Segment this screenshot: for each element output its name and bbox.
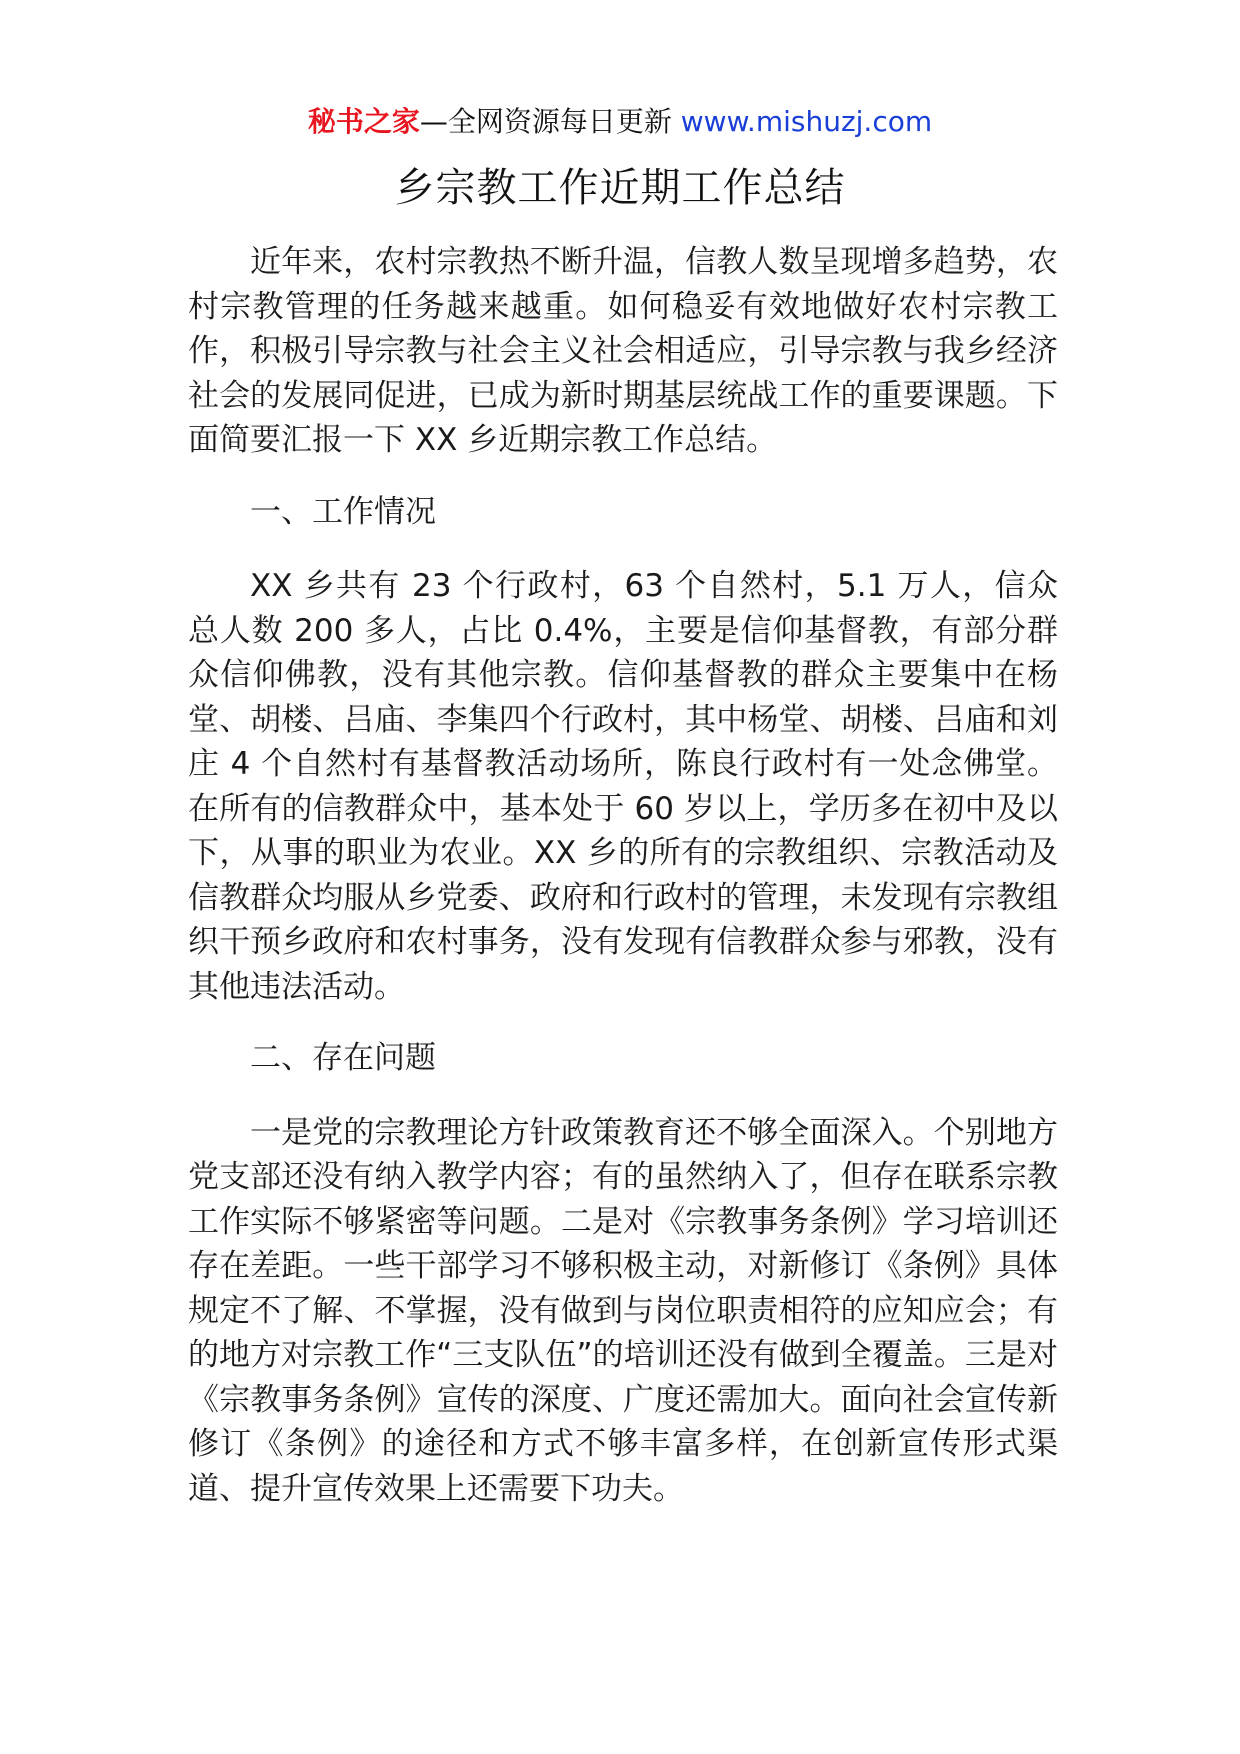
site-url-link[interactable]: www.mishuzj.com bbox=[680, 105, 933, 138]
work-status-paragraph: XX 乡共有 23 个行政村，63 个自然村，5.1 万人，信众总人数 200 多人，占比 0.4%，主要是信仰基督教，有部分群众信仰佛教，没有其他宗教。信仰基督教的群众主要集中在杨堂、胡楼、吕庙、李集四个行政村，其中杨堂、胡楼、吕庙和刘庄 4 个自然村有基督教活动场所，陈良行政村有一处念佛堂。在所有的信教群众中，基本处于 60 岁以上，学历多在初中及以下，从事的职业为农业。XX 乡的所有的宗教组织、宗教活动及信教群众均服从乡党委、政府和行政村的管理，未发现有宗教组织干预乡政府和农村事务，没有发现有信教群众参与邪教，没有其他违法活动。 bbox=[188, 568, 1058, 1005]
site-brand: 秘书之家 bbox=[307, 105, 420, 138]
intro-paragraph: 近年来，农村宗教热不断升温，信教人数呈现增多趋势，农村宗教管理的任务越来越重。如何稳妥有效地做好农村宗教工作，积极引导宗教与社会主义社会相适应，引导宗教与我乡经济社会的发展同促进，已成为新时期基层统战工作的重要课题。下面简要汇报一下 XX 乡近期宗教工作总结。 bbox=[188, 244, 1058, 458]
site-tagline: —全网资源每日更新 bbox=[419, 105, 681, 138]
section-heading-work-status: 一、工作情况 bbox=[250, 493, 436, 530]
document-title: 乡宗教工作近期工作总结 bbox=[394, 165, 846, 211]
section-heading-problems: 二、存在问题 bbox=[250, 1040, 436, 1076]
document-body bbox=[188, 240, 1058, 1538]
site-header bbox=[0, 102, 1240, 142]
problems-paragraph: 一是党的宗教理论方针政策教育还不够全面深入。个别地方党支部还没有纳入教学内容；有的虽然纳入了，但存在联系宗教工作实际不够紧密等问题。二是对《宗教事务条例》学习培训还存在差距。一些干部学习不够积极主动，对新修订《条例》具体规定不了解、不掌握，没有做到与岗位职责相符的应知应会；有的地方对宗教工作“三支队伍”的培训还没有做到全覆盖。三是对《宗教事务条例》宣传的深度、广度还需加大。面向社会宣传新修订《条例》的途径和方式不够丰富多样，在创新宣传形式渠道、提升宣传效果上还需要下功夫。 bbox=[188, 1114, 1058, 1507]
